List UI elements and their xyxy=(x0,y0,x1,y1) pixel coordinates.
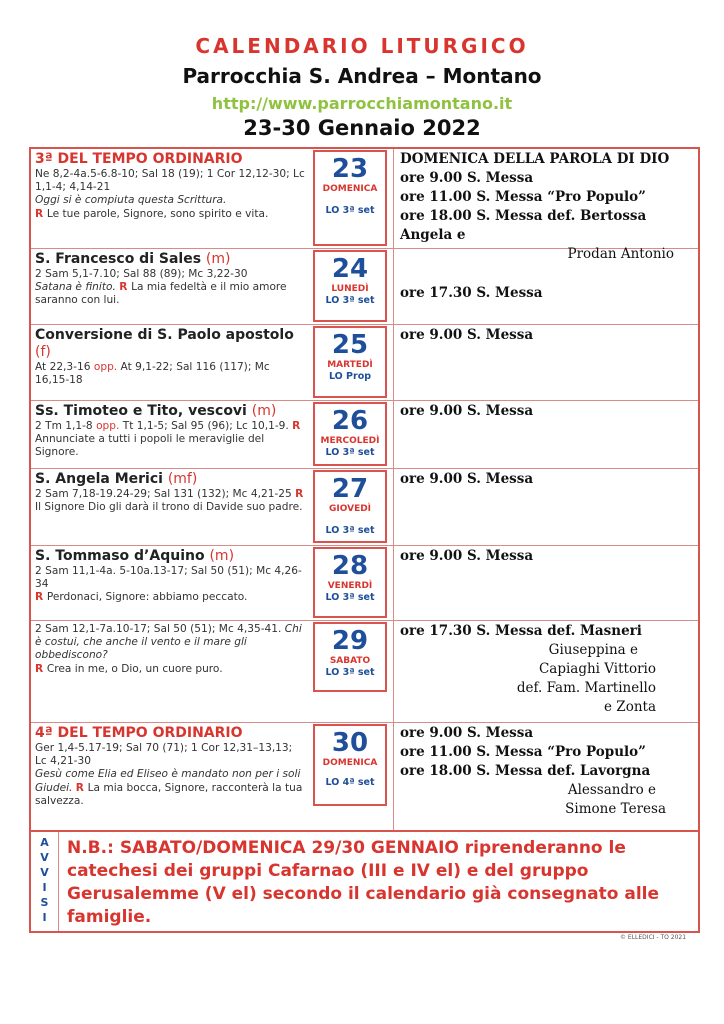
day-name: SABATO xyxy=(329,656,371,666)
day-box xyxy=(313,326,387,398)
day-box xyxy=(313,250,387,322)
mass-line: ore 9.00 S. Messa xyxy=(400,471,534,487)
masses-cell xyxy=(400,470,696,489)
masses-cell xyxy=(400,724,696,819)
feast-title: Conversione di S. Paolo apostolo (f) xyxy=(35,327,294,360)
calendar-row-26 xyxy=(31,401,698,469)
copyright-text: © ELLEDICI - TO 2021 xyxy=(620,934,687,941)
mass-line: ore 9.00 S. Messa xyxy=(400,725,534,741)
calendar-row-27 xyxy=(31,469,698,546)
mass-line: ore 11.00 S. Messa “Pro Populo” xyxy=(400,744,646,760)
day-name: DOMENICA xyxy=(322,758,378,768)
readings-cell xyxy=(31,249,311,324)
column-divider xyxy=(393,401,394,468)
mass-line: ore 9.00 S. Messa xyxy=(400,548,534,564)
office-week: LO 4ª set xyxy=(325,777,375,788)
day-box xyxy=(313,470,387,543)
gospel-quote: Oggi si è compiuta questa Scrittura. xyxy=(35,194,227,207)
mass-line: ore 9.00 S. Messa xyxy=(400,170,534,186)
mass-line: ore 17.30 S. Messa xyxy=(400,285,543,301)
day-number: 27 xyxy=(331,474,369,504)
readings-cell xyxy=(31,149,311,248)
readings-text: At 22,3-16 opp. At 9,1-22; Sal 116 (117); Mc 16,15-18 xyxy=(35,361,270,387)
mass-line: def. Fam. Martinello xyxy=(516,680,656,696)
mass-line: ore 18.00 S. Messa def. Bertossa Angela e xyxy=(400,208,647,243)
masses-cell xyxy=(400,326,696,345)
day-number: 25 xyxy=(331,330,369,360)
masses-cell xyxy=(400,284,696,303)
feast-title: Ss. Timoteo e Tito, vescovi (m) xyxy=(35,403,277,419)
mass-line: Giuseppina e xyxy=(548,642,638,658)
day-box xyxy=(313,622,387,692)
mass-line: Capiaghi Vittorio xyxy=(538,661,656,677)
day-name: MARTEDÌ xyxy=(327,360,373,370)
feast-title: S. Tommaso d’Aquino (m) xyxy=(35,548,235,564)
readings-cell xyxy=(31,723,311,830)
mass-line: ore 18.00 S. Messa def. Lavorgna xyxy=(400,763,651,779)
readings-text: Ger 1,4-5.17-19; Sal 70 (71); 1 Cor 12,31–13,13; Lc 4,21-30 xyxy=(35,742,293,768)
psalm-refrain: Gesù come Elia ed Eliseo è mandato non per i soli Giudei. R La mia bocca, Signore, racconterà la tua salvezza. xyxy=(35,768,303,807)
masses-cell xyxy=(400,622,696,717)
calendar-row-24 xyxy=(31,249,698,325)
day-number: 30 xyxy=(331,728,369,758)
mass-line: DOMENICA DELLA PAROLA DI DIO xyxy=(400,151,670,167)
parish-name: Parrocchia S. Andrea – Montano xyxy=(182,64,542,88)
day-name: GIOVEDÌ xyxy=(328,504,372,514)
column-divider xyxy=(393,325,394,400)
readings-text: Ne 8,2-4a.5-6.8-10; Sal 18 (19); 1 Cor 12,12-30; Lc 1,1-4; 4,14-21 xyxy=(35,168,305,194)
readings-cell xyxy=(31,546,311,620)
day-number: 26 xyxy=(331,406,369,436)
office-week: LO Prop xyxy=(328,371,372,382)
date-range: 23-30 Gennaio 2022 xyxy=(243,116,481,140)
column-divider xyxy=(393,149,394,248)
mass-line: Simone Teresa xyxy=(565,801,666,817)
mass-line: Prodan Antonio xyxy=(567,246,674,262)
psalm-refrain: Satana è finito. R La mia fedeltà e il mio amore saranno con lui. xyxy=(35,281,287,307)
calendar-row-28 xyxy=(31,546,698,621)
office-week: LO 3ª set xyxy=(325,295,375,306)
column-divider xyxy=(393,546,394,620)
mass-line: ore 11.00 S. Messa “Pro Populo” xyxy=(400,189,646,205)
column-divider xyxy=(393,249,394,324)
readings-text: 2 Sam 11,1-4a. 5-10a.13-17; Sal 50 (51); Mc 4,26-34 xyxy=(35,565,302,591)
parish-website-link[interactable]: http://www.parrocchiamontano.it xyxy=(211,94,513,113)
office-week: LO 3ª set xyxy=(325,525,375,536)
mass-line: ore 9.00 S. Messa xyxy=(400,403,534,419)
day-name: MERCOLEDÌ xyxy=(320,436,380,446)
day-number: 23 xyxy=(331,154,369,184)
feast-title: S. Francesco di Sales (m) xyxy=(35,251,231,267)
readings-cell xyxy=(31,325,311,400)
masses-cell xyxy=(400,547,696,566)
day-box xyxy=(313,547,387,618)
masses-cell xyxy=(400,150,696,264)
column-divider xyxy=(393,621,394,722)
avvisi-label: A V V I S I xyxy=(31,832,59,931)
psalm-refrain: R Crea in me, o Dio, un cuore puro. xyxy=(35,662,223,675)
mass-line: e Zonta xyxy=(604,699,656,715)
mass-line: ore 9.00 S. Messa xyxy=(400,327,534,343)
feast-title: S. Angela Merici (mf) xyxy=(35,471,198,487)
office-week: LO 3ª set xyxy=(325,447,375,458)
readings-text: 2 Sam 7,18-19.24-29; Sal 131 (132); Mc 4,21-25 R Il Signore Dio gli darà il trono di Davide suo padre. xyxy=(35,488,304,514)
readings-text: 2 Sam 5,1-7.10; Sal 88 (89); Mc 3,22-30 xyxy=(35,268,248,280)
day-box xyxy=(313,724,387,806)
day-name: DOMENICA xyxy=(322,184,378,194)
day-number: 24 xyxy=(331,254,369,284)
column-divider xyxy=(393,723,394,830)
notice-text: N.B.: SABATO/DOMENICA 29/30 GENNAIO riprenderanno le catechesi dei gruppi Cafarnao (III e IV el) e del gruppo Gerusalemme (V el) secondo il calendario già consegnato alle famiglie. xyxy=(67,838,660,927)
day-number: 28 xyxy=(331,551,369,581)
calendar-row-30 xyxy=(31,723,698,830)
readings-cell xyxy=(31,469,311,545)
notices-box xyxy=(29,832,700,933)
mass-line: ore 17.30 S. Messa def. Masneri xyxy=(400,623,642,639)
office-week: LO 3ª set xyxy=(325,592,375,603)
day-name: VENERDÌ xyxy=(327,581,373,591)
calendar-title: CALENDARIO LITURGICO xyxy=(195,34,529,58)
readings-text: 2 Sam 12,1-7a.10-17; Sal 50 (51); Mc 4,35-41. Chi è costui, che anche il vento e il mare gli obbediscono? xyxy=(35,623,302,662)
masses-cell xyxy=(400,402,696,421)
readings-cell xyxy=(31,621,311,722)
day-number: 29 xyxy=(331,626,369,656)
day-box xyxy=(313,402,387,466)
calendar-table xyxy=(29,147,700,832)
readings-cell xyxy=(31,401,311,468)
readings-text: 2 Tm 1,1-8 opp. Tt 1,1-5; Sal 95 (96); Lc 10,1-9. R Annunciate a tutti i popoli le meraviglie del Signore. xyxy=(35,420,301,459)
feast-title: 4ª DEL TEMPO ORDINARIO xyxy=(35,725,243,741)
mass-line: Alessandro e xyxy=(567,782,656,798)
feast-title: 3ª DEL TEMPO ORDINARIO xyxy=(35,151,243,167)
office-week: LO 3ª set xyxy=(325,205,375,216)
psalm-refrain: R Perdonaci, Signore: abbiamo peccato. xyxy=(35,591,248,604)
day-box xyxy=(313,150,387,246)
calendar-row-25 xyxy=(31,325,698,401)
day-name: LUNEDÌ xyxy=(331,284,369,294)
column-divider xyxy=(393,469,394,545)
calendar-row-29 xyxy=(31,621,698,723)
psalm-refrain: R Le tue parole, Signore, sono spirito e vita. xyxy=(35,207,269,220)
office-week: LO 3ª set xyxy=(325,667,375,678)
